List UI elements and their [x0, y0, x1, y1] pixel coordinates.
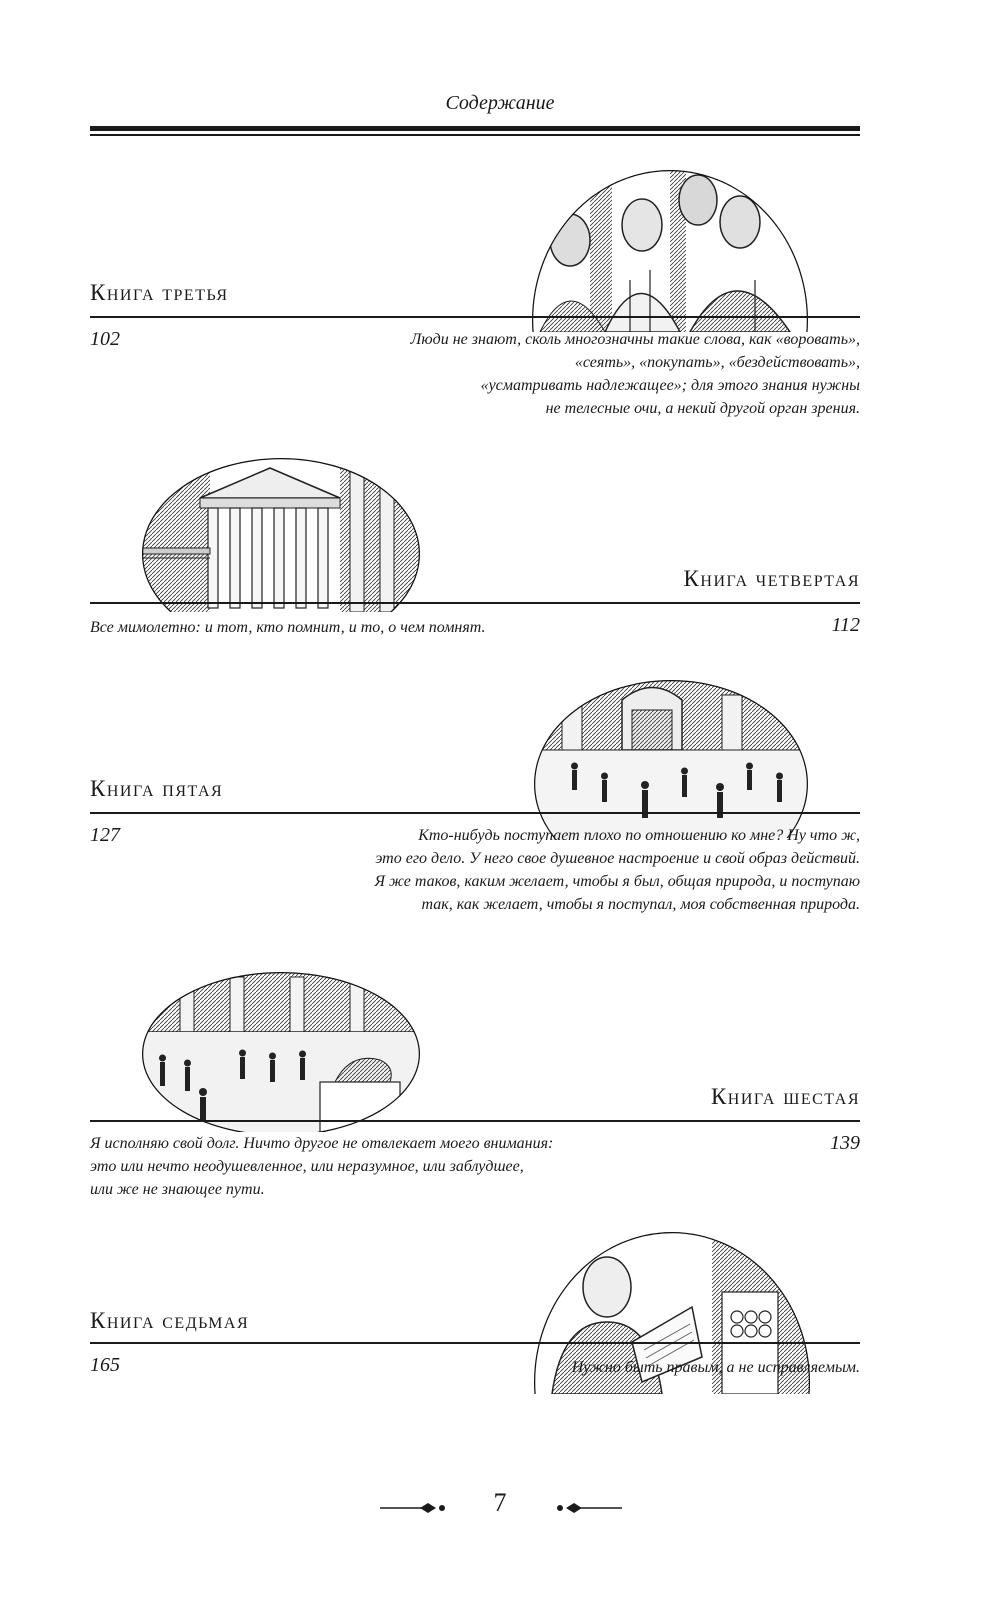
section-quote [375, 824, 860, 916]
page-number: 112 [831, 614, 860, 636]
quote-line: Нужно быть правым, а не исправляемым. [571, 1359, 860, 1376]
header-rule-thin [90, 134, 860, 136]
section-heading: Книга четвертая [683, 566, 860, 591]
running-head: Содержание [445, 92, 555, 114]
quote-line: «сеять», «покупать», «бездействовать», [574, 354, 860, 371]
section-quote [90, 1132, 553, 1201]
page-folio [0, 1488, 1000, 1528]
quote-line: Я исполняю свой долг. Ничто другое не отвлекает моего внимания: [90, 1135, 554, 1152]
header-rule-thick [90, 126, 860, 131]
section-heading: Книга третья [90, 280, 229, 305]
quote-line: Кто-нибудь поступает плохо по отношению ко мне? Ну что ж, [418, 827, 860, 844]
section-book-four [90, 458, 860, 658]
section-rule [90, 316, 860, 318]
section-heading: Книга пятая [90, 776, 224, 801]
quote-line: не телесные очи, а некий другой орган зрения. [545, 400, 860, 417]
quote-line: это его дело. У него свое душевное настроение и свой образ действий. [375, 850, 860, 867]
vignette-procession-image [140, 972, 422, 1132]
vignette-philosophers-image [530, 170, 810, 332]
quote-line: Все мимолетно: и тот, кто помнит, и то, о чем помнят. [90, 619, 486, 636]
page-number-folio: 7 [493, 1488, 507, 1517]
quote-line: Люди не знают, сколь многозначны такие слова, как «воровать», [410, 331, 860, 348]
quote-line: или же не знающее пути. [90, 1181, 265, 1198]
section-book-three [90, 170, 860, 430]
section-rule [90, 812, 860, 814]
vignette-temple-image [140, 458, 422, 612]
quote-line: так, как желает, чтобы я поступал, моя собственная природа. [421, 896, 860, 913]
page-number: 102 [90, 328, 120, 350]
section-quote [411, 328, 860, 420]
section-rule [90, 602, 860, 604]
section-book-six [90, 972, 860, 1212]
quote-line: это или нечто неодушевленное, или неразумное, или заблудшее, [90, 1158, 524, 1175]
quote-line: Я же таков, каким желает, чтобы я был, общая природа, и поступаю [374, 873, 860, 890]
section-quote [90, 616, 486, 639]
quote-line: «усматривать надлежащее»; для этого знания нужны [480, 377, 860, 394]
section-heading: Книга шестая [710, 1084, 860, 1109]
section-rule [90, 1120, 860, 1122]
page-number: 139 [830, 1132, 860, 1154]
section-quote [572, 1356, 860, 1379]
folio-ornament-right-icon [552, 1498, 622, 1518]
section-book-five [90, 680, 860, 950]
section-book-seven [90, 1232, 860, 1442]
vignette-forum-image [532, 680, 810, 838]
page-number: 165 [90, 1354, 120, 1376]
section-rule [90, 1342, 860, 1344]
section-heading: Книга седьмая [90, 1308, 250, 1333]
page-number: 127 [90, 824, 120, 846]
